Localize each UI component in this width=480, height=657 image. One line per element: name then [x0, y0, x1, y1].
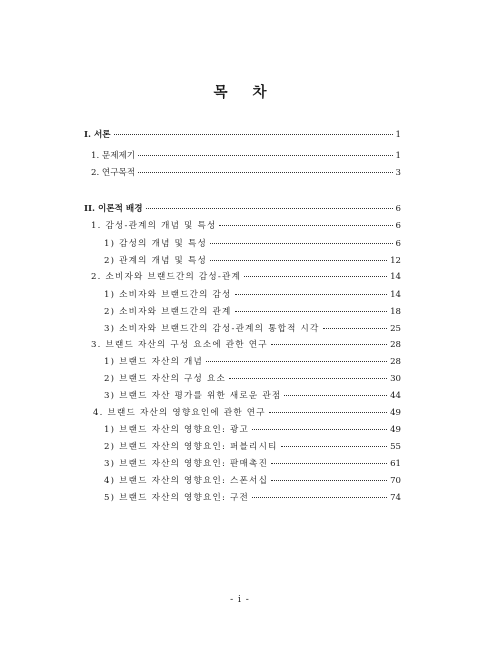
toc-entry-label: 4. 브랜드 자산의 영향요인에 관한 연구: [93, 408, 266, 418]
toc-entry-label: 4) 브랜드 자산의 영향요인: 스폰서십: [104, 476, 269, 486]
dot-leader: [235, 294, 388, 295]
toc-entry-section: [91, 167, 401, 179]
dot-leader: [244, 276, 387, 277]
toc-entry-page: 1: [395, 130, 401, 140]
toc-entry-page: 74: [390, 493, 401, 503]
toc-entry-subsection: [104, 492, 401, 504]
dot-leader: [219, 225, 392, 226]
toc-entry-page: 49: [390, 408, 401, 418]
toc-entry-label: 3) 브랜드 자산 평가를 위한 새로운 관점: [104, 391, 282, 401]
toc-entry-subsection: [104, 390, 401, 402]
toc-entry-section: [91, 271, 401, 283]
toc-entry-label: 1. 감성-관계의 개념 및 특성: [91, 221, 217, 231]
dot-leader: [146, 208, 393, 209]
toc-entry-page: 12: [390, 256, 401, 266]
toc-entry-label: I. 서론: [84, 130, 111, 140]
dot-leader: [138, 172, 392, 173]
toc-entry-section: [91, 339, 401, 351]
toc-entry-page: 1: [395, 151, 401, 161]
toc-entry-page: 28: [390, 340, 401, 350]
toc-entry-label: 2. 소비자와 브랜드간의 감성-관계: [91, 272, 242, 282]
toc-entry-chapter: [84, 203, 401, 215]
dot-leader: [271, 463, 387, 464]
toc-entry-page: 70: [390, 476, 401, 486]
toc-entry-chapter: [84, 129, 401, 141]
dot-leader: [269, 412, 387, 413]
toc-entry-subsection: [104, 255, 401, 267]
dot-leader: [284, 395, 387, 396]
toc-entry-label: 5) 브랜드 자산의 영향요인: 구전: [104, 493, 250, 503]
toc-entry-section: [93, 407, 401, 419]
toc-entry-label: 1) 감성의 개념 및 특성: [104, 239, 207, 249]
dot-leader: [323, 328, 388, 329]
toc-entry-page: 30: [390, 374, 401, 384]
toc-entry-subsection: [104, 238, 401, 250]
toc-entry-label: 1) 브랜드 자산의 영향요인: 광고: [104, 425, 250, 435]
toc-entry-label: II. 이론적 배경: [84, 204, 143, 214]
toc-entry-subsection: [104, 373, 401, 385]
dot-leader: [252, 497, 387, 498]
dot-leader: [271, 344, 387, 345]
toc-entry-section: [91, 150, 401, 162]
toc-entry-page: 49: [390, 425, 401, 435]
dot-leader: [210, 243, 393, 244]
toc-entry-label: 2) 관계의 개념 및 특성: [104, 256, 207, 266]
toc-entry-label: 3. 브랜드 자산의 구성 요소에 관한 연구: [91, 340, 268, 350]
dot-leader: [271, 480, 387, 481]
page-number-footer: - i -: [230, 595, 250, 605]
toc-entry-page: 6: [395, 221, 401, 231]
toc-entry-page: 28: [390, 357, 401, 367]
toc-entry-page: 6: [395, 239, 401, 249]
toc-entry-label: 2) 브랜드 자산의 영향요인: 퍼블리시티: [104, 442, 278, 452]
toc-entry-subsection: [104, 475, 401, 487]
toc-entry-section: [91, 220, 401, 232]
toc-entry-subsection: [104, 289, 401, 301]
dot-leader: [235, 311, 388, 312]
toc-entry-subsection: [104, 306, 401, 318]
toc-entry-label: 1) 소비자와 브랜드간의 감성: [104, 290, 232, 300]
toc-entry-label: 2. 연구목적: [91, 168, 136, 178]
toc-entry-page: 61: [390, 459, 401, 469]
toc-entry-label: 3) 소비자와 브랜드간의 감성-관계의 통합적 시각: [104, 324, 320, 334]
toc-entry-subsection: [104, 458, 401, 470]
toc-entry-page: 14: [390, 272, 401, 282]
dot-leader: [229, 378, 387, 379]
toc-entry-page: 6: [395, 204, 401, 214]
toc-entry-label: 2) 소비자와 브랜드간의 관계: [104, 307, 232, 317]
toc-entry-page: 18: [390, 307, 401, 317]
toc-entry-label: 3) 브랜드 자산의 영향요인: 판매촉진: [104, 459, 269, 469]
page-title: 목 차: [213, 84, 277, 101]
toc-entry-subsection: [104, 424, 401, 436]
dot-leader: [252, 429, 387, 430]
toc-entry-page: 44: [390, 391, 401, 401]
toc-entry-subsection: [104, 441, 401, 453]
dot-leader: [281, 446, 387, 447]
dot-leader: [114, 134, 393, 135]
toc-entry-page: 55: [390, 442, 401, 452]
toc-entry-label: 2) 브랜드 자산의 구성 요소: [104, 374, 226, 384]
dot-leader: [210, 260, 387, 261]
toc-entry-page: 14: [390, 290, 401, 300]
toc-entry-page: 25: [390, 324, 401, 334]
dot-leader: [138, 155, 392, 156]
toc-entry-page: 3: [395, 168, 401, 178]
toc-entry-label: 1) 브랜드 자산의 개념: [104, 357, 204, 367]
dot-leader: [206, 361, 387, 362]
toc-entry-subsection: [104, 356, 401, 368]
toc-entry-subsection: [104, 323, 401, 335]
toc-entry-label: 1. 문제제기: [91, 151, 136, 161]
